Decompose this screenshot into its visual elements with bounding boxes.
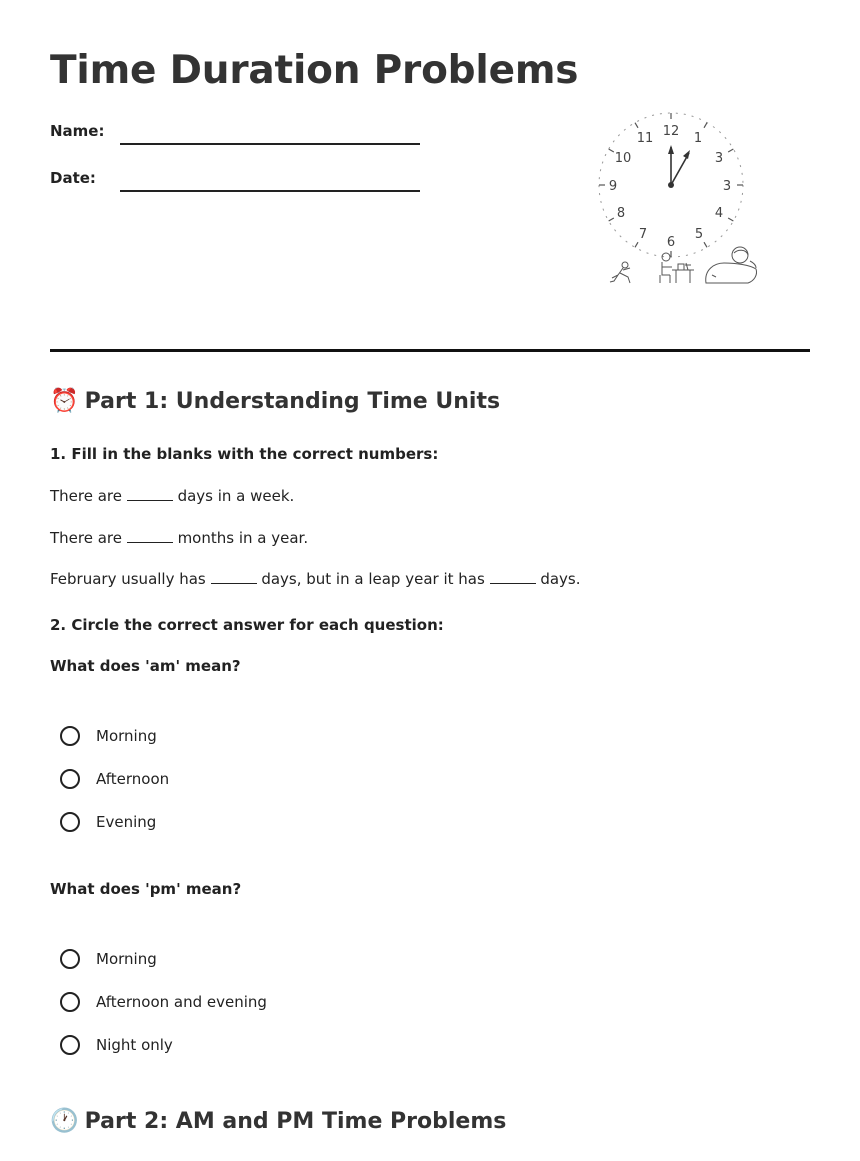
am-option-afternoon[interactable] (60, 766, 169, 792)
radio-circle[interactable] (60, 949, 80, 969)
clock-minute-arrow (668, 145, 674, 154)
date-field[interactable] (120, 190, 420, 192)
am-option-morning[interactable] (60, 723, 157, 749)
am-option-evening[interactable] (60, 809, 156, 835)
clock-number-4: 4 (714, 206, 724, 221)
option-label: Evening (96, 813, 157, 831)
part2-heading (50, 1107, 506, 1134)
clock-number-3b: 3 (722, 179, 732, 194)
name-label: Name: (50, 122, 105, 140)
clock-number-12: 12 (662, 124, 680, 139)
option-label: Afternoon and evening (96, 993, 267, 1011)
alarm-clock-icon: ⏰ (50, 388, 79, 414)
pm-option-morning[interactable] (60, 946, 157, 972)
clock-tick (609, 149, 614, 152)
clock-number-1: 1 (693, 131, 703, 146)
clock-tick (609, 218, 614, 221)
runner-sketch (610, 262, 630, 283)
clock-number-10: 10 (614, 151, 632, 166)
q1-line1-before: There are (50, 487, 122, 505)
student-desk-sketch (660, 253, 694, 283)
q2-heading: 2. Circle the correct answer for each question: (50, 616, 444, 634)
clock-illustration (590, 105, 770, 295)
radio-circle[interactable] (60, 812, 80, 832)
q1-line-february (50, 570, 581, 588)
header-divider (50, 349, 810, 352)
date-label: Date: (50, 169, 96, 187)
q1-line3-after: days. (540, 570, 581, 588)
blank-leap-year-days[interactable] (490, 571, 536, 584)
clock-number-11: 11 (636, 131, 654, 146)
part1-heading (50, 387, 500, 414)
q1-heading: 1. Fill in the blanks with the correct numbers: (50, 445, 439, 463)
clock-hour-arrow (683, 150, 690, 159)
q1-line1-after: days in a week. (177, 487, 295, 505)
clock-tick (704, 242, 707, 247)
pm-option-afternoon-evening[interactable] (60, 989, 267, 1015)
clock-face (599, 113, 743, 257)
option-label: Morning (96, 950, 157, 968)
one-oclock-icon: 🕐 (50, 1108, 79, 1134)
q1-line2-after: months in a year. (177, 529, 309, 547)
sleeper-sketch (706, 247, 757, 283)
blank-february-days[interactable] (211, 571, 257, 584)
page-title: Time Duration Problems (50, 48, 579, 93)
clock-number-8: 8 (616, 206, 626, 221)
part1-title: Part 1: Understanding Time Units (84, 389, 501, 414)
clock-tick (728, 149, 733, 152)
q1-line2-before: There are (50, 529, 122, 547)
am-question: What does 'am' mean? (50, 657, 241, 675)
radio-circle[interactable] (60, 769, 80, 789)
blank-days-week[interactable] (127, 488, 173, 501)
clock-number-5: 5 (694, 227, 704, 242)
clock-tick (704, 123, 707, 128)
name-field[interactable] (120, 143, 420, 145)
clock-tick (635, 123, 638, 128)
clock-center (668, 182, 674, 188)
pm-option-night-only[interactable] (60, 1032, 173, 1058)
radio-circle[interactable] (60, 726, 80, 746)
blank-months-year[interactable] (127, 530, 173, 543)
radio-circle[interactable] (60, 1035, 80, 1055)
clock-number-6: 6 (666, 235, 676, 250)
pm-question: What does 'pm' mean? (50, 880, 242, 898)
q1-line-days-week (50, 487, 294, 505)
clock-number-9: 9 (608, 179, 618, 194)
option-label: Afternoon (96, 770, 170, 788)
part2-title: Part 2: AM and PM Time Problems (84, 1109, 507, 1134)
option-label: Morning (96, 727, 157, 745)
radio-circle[interactable] (60, 992, 80, 1012)
clock-tick (635, 242, 638, 247)
q1-line-months-year (50, 529, 308, 547)
clock-number-3a: 3 (714, 151, 724, 166)
q1-line3-middle: days, but in a leap year it has (261, 570, 485, 588)
option-label: Night only (96, 1036, 173, 1054)
q1-line3-before: February usually has (50, 570, 206, 588)
clock-tick (728, 218, 733, 221)
clock-number-7: 7 (638, 227, 648, 242)
